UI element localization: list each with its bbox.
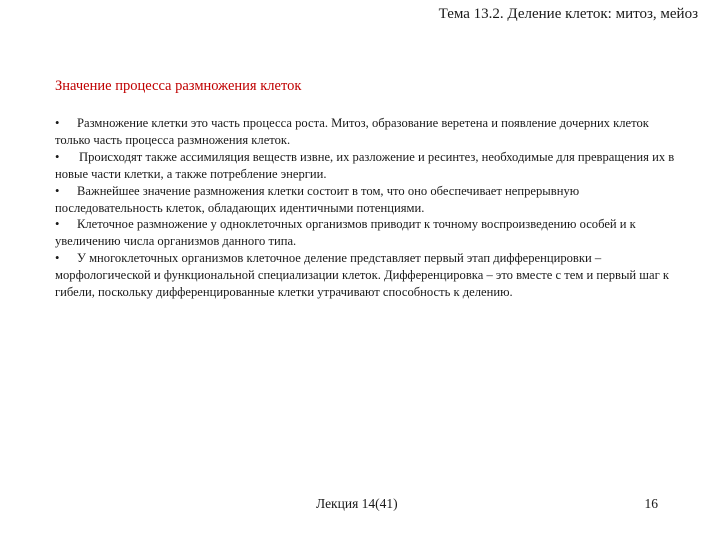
bullet-item (55, 216, 685, 250)
bullet-icon: • (55, 183, 60, 198)
footer-lecture-label: Лекция 14(41) (316, 496, 398, 511)
bullet-item (55, 149, 685, 183)
bullet-text: У многоклеточных организмов клеточное деление представляет первый этап дифференцировки – морфологической и функциональной специализации клеток. Дифференцировка – это вместе с тем и первый шаг к гибели, поскольку дифференцированные клетки утрачивают способность к делению. (55, 251, 670, 300)
slide-title: Тема 13.2. Деление клеток: митоз, мейоз (438, 6, 698, 22)
footer-page-number: 16 (644, 496, 658, 511)
bullet-text: Важнейшее значение размножения клетки состоит в том, что оно обеспечивает непрерывную последовательность клеток, обладающих идентичными потенциями. (55, 183, 580, 215)
bullet-text: Клеточное размножение у одноклеточных организмов приводит к точному воспроизведению особей и к увеличению числа организмов данного типа. (55, 217, 636, 249)
bullet-icon: • (55, 149, 60, 164)
bullet-item (55, 115, 685, 149)
section-heading: Значение процесса размножения клеток (55, 78, 302, 94)
bullet-item (55, 183, 685, 217)
bullet-text: Размножение клетки это часть процесса роста. Митоз, образование веретена и появление дочерних клеток только часть процесса размножения клеток. (55, 116, 649, 147)
bullet-item (55, 250, 685, 301)
bullet-text: Происходят также ассимиляция веществ извне, их разложение и ресинтез, необходимые для превращения их в новые части клетки, а также потребление энергии. (55, 149, 675, 181)
bullet-icon: • (55, 251, 60, 266)
bullet-icon: • (55, 116, 60, 130)
bullet-icon: • (55, 217, 60, 232)
bullet-list (55, 115, 685, 301)
